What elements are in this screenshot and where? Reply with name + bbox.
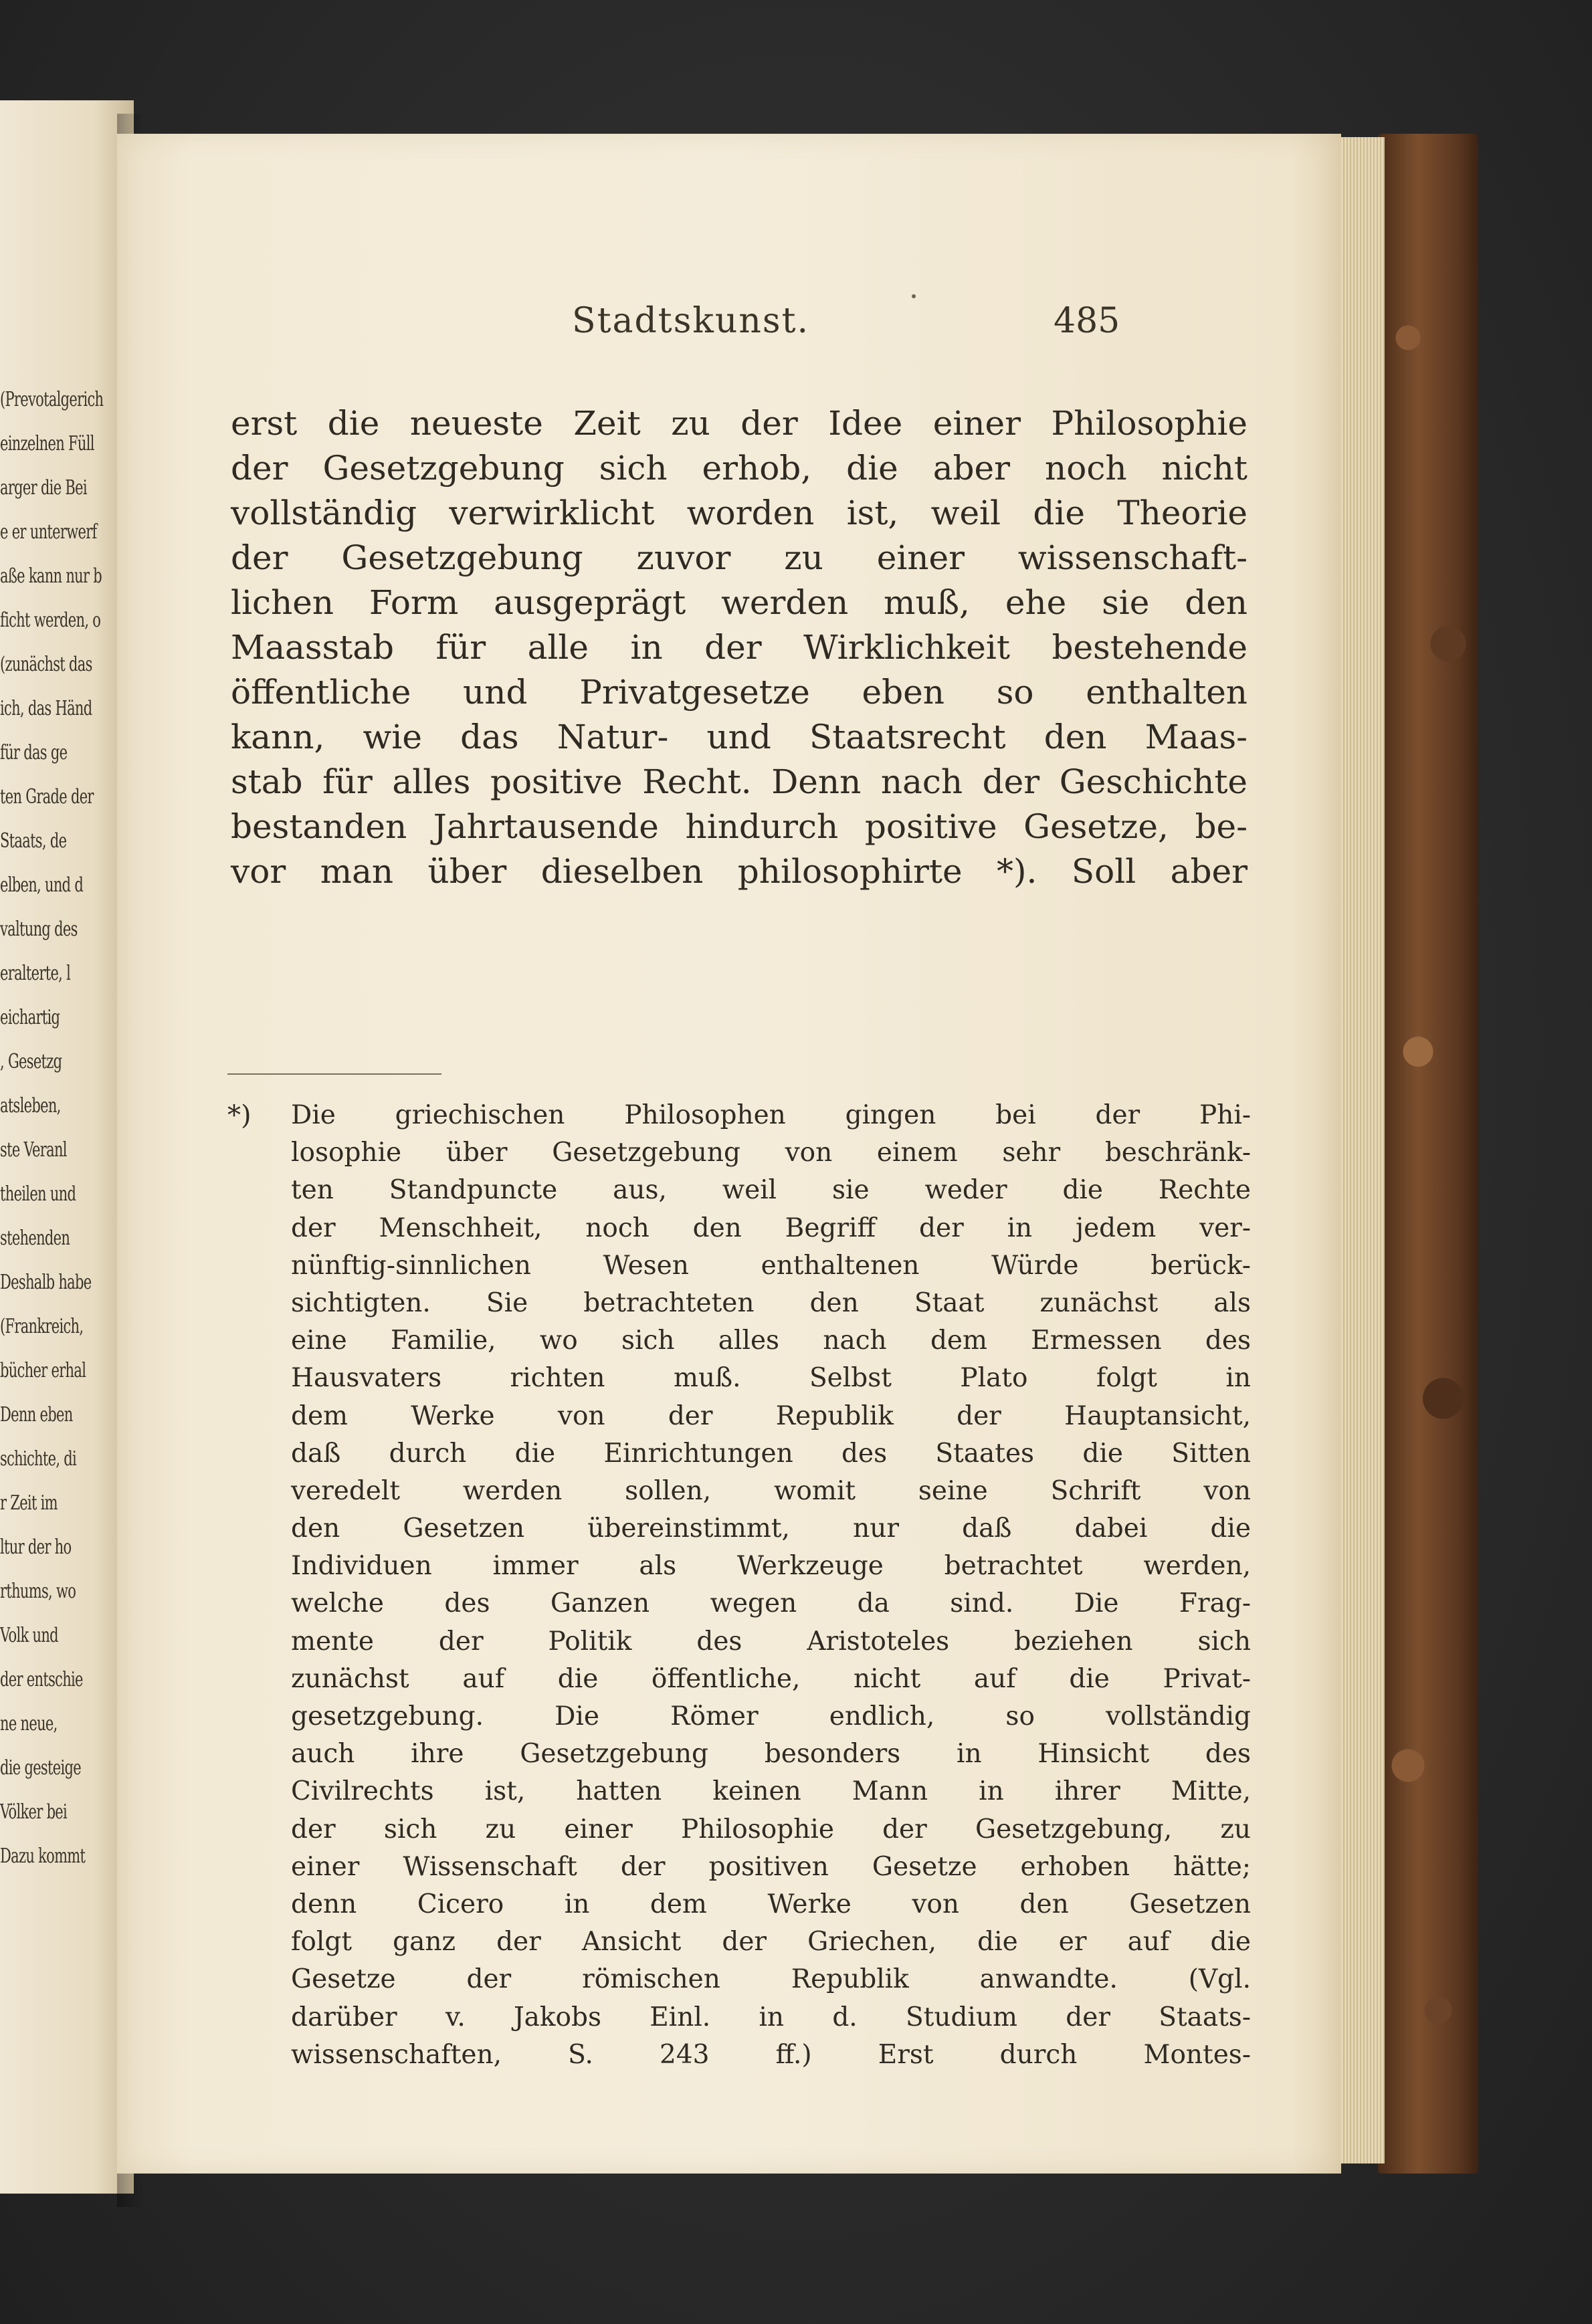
body-line: stab für alles positive Recht. Denn nach der Geschichte [231, 762, 1248, 801]
footnote-line: sichtigten. Sie betrachteten den Staat zunächst als [291, 1287, 1251, 1318]
footnote-line: welche des Ganzen wegen da sind. Die Frag- [291, 1588, 1251, 1619]
footnote-line: einer Wissenschaft der positiven Gesetze erhoben hätte; [291, 1851, 1251, 1882]
left-page-fragment: atsleben, [0, 1094, 61, 1118]
page-number: 485 [1054, 301, 1120, 341]
left-page-fragment: (Prevotalgerich [0, 388, 104, 411]
footnote-line: der Menschheit, noch den Begriff der in jedem ver- [291, 1212, 1251, 1243]
body-line: der Gesetzgebung zuvor zu einer wissenschaft- [231, 538, 1248, 577]
left-page-fragment: eichartig [0, 1006, 60, 1029]
left-page-fragment: ten Grade der [0, 785, 94, 809]
left-page-fragment: eralterte, l [0, 962, 71, 985]
body-line: vor man über dieselben philosophirte *). Soll aber [231, 852, 1248, 891]
footnote-line: mente der Politik des Aristoteles beziehen sich [291, 1626, 1251, 1657]
left-page-fragment: einzelnen Füll [0, 432, 94, 455]
footnote-line: auch ihre Gesetzgebung besonders in Hinsicht des [291, 1739, 1251, 1770]
left-page-fragment: Staats, de [0, 829, 67, 853]
footnote-line: dem Werke von der Republik der Hauptansicht, [291, 1400, 1251, 1431]
footnote-text [291, 1097, 1251, 2074]
left-page-fragment: ste Veranl [0, 1138, 67, 1162]
left-page-fragment: rthums, wo [0, 1580, 76, 1603]
footnote-line: eine Familie, wo sich alles nach dem Ermessen des [291, 1326, 1251, 1356]
left-page-fragment: r Zeit im [0, 1491, 58, 1515]
left-page-fragment: der entschie [0, 1668, 83, 1691]
footnote-line: ten Standpuncte aus, weil sie weder die Rechte [291, 1175, 1251, 1206]
body-line: vollständig verwirklicht worden ist, weil die Theorie [231, 494, 1248, 532]
footnote-line: der sich zu einer Philosophie der Gesetzgebung, zu [291, 1814, 1251, 1844]
left-page-fragment: Völker bei [0, 1800, 68, 1824]
running-head [117, 301, 1341, 348]
footnote-line: veredelt werden sollen, womit seine Schrift von [291, 1475, 1251, 1506]
ink-speck [912, 294, 916, 298]
body-line: Maasstab für alle in der Wirklichkeit bestehende [231, 628, 1248, 667]
footnote-line: folgt ganz der Ansicht der Griechen, die er auf die [291, 1927, 1251, 1958]
left-page-fragment: , Gesetzg [0, 1050, 62, 1073]
left-page-fragment: valtung des [0, 918, 78, 941]
footnote-line: nünftig-sinnlichen Wesen enthaltenen Würde berück- [291, 1250, 1251, 1281]
left-page-fragment: für das ge [0, 741, 68, 764]
footnote-line: denn Cicero in dem Werke von den Gesetzen [291, 1889, 1251, 1919]
left-page-fragment: Dazu kommt [0, 1844, 86, 1868]
footnote-marker: *) [227, 1100, 252, 1131]
right-page [117, 134, 1341, 2174]
marbled-cover-edge [1378, 134, 1478, 2174]
footnote-line: den Gesetzen übereinstimmt, nur daß dabei die [291, 1513, 1251, 1544]
running-title: Stadtskunst. [572, 301, 809, 341]
page-block-edge [1338, 137, 1385, 2163]
footnote-line: losophie über Gesetzgebung von einem sehr beschränk- [291, 1138, 1251, 1168]
footnote-line: zunächst auf die öffentliche, nicht auf die Privat- [291, 1663, 1251, 1694]
footnote-line: daß durch die Einrichtungen des Staates die Sitten [291, 1438, 1251, 1469]
body-line: kann, wie das Natur- und Staatsrecht den Maas- [231, 718, 1248, 756]
footnote-line: Civilrechts ist, hatten keinen Mann in ihrer Mitte, [291, 1776, 1251, 1807]
footnote-rule [227, 1073, 441, 1075]
left-page-fragment: ficht werden, o [0, 609, 101, 632]
left-page-fragment: e er unterwerf [0, 520, 97, 544]
body-line: bestanden Jahrtausende hindurch positive Gesetze, be- [231, 807, 1248, 846]
left-page-fragment: Denn eben [0, 1403, 73, 1427]
footnote-line: Die griechischen Philosophen gingen bei der Phi- [291, 1100, 1251, 1130]
left-page-fragment: (zunächst das [0, 653, 92, 676]
left-page-fragment: theilen und [0, 1182, 76, 1206]
left-page-fragment: schichte, di [0, 1447, 77, 1471]
left-page-fragment: ltur der ho [0, 1536, 72, 1559]
left-page-fragment: ich, das Händ [0, 697, 92, 720]
left-page-fragment: arger die Bei [0, 476, 87, 500]
left-page-fragment: aße kann nur b [0, 564, 102, 588]
body-line: lichen Form ausgeprägt werden muß, ehe sie den [231, 583, 1248, 622]
footnote-line: wissenschaften, S. 243 ff.) Erst durch Montes- [291, 2039, 1251, 2070]
left-page-fragment: Volk und [0, 1624, 58, 1647]
left-page-fragment: (Frankreich, [0, 1315, 84, 1338]
left-page-fragment: Deshalb habe [0, 1271, 92, 1294]
body-line: der Gesetzgebung sich erhob, die aber noch nicht [231, 449, 1248, 488]
left-page-fragment: die gesteige [0, 1756, 81, 1780]
left-facing-page [0, 100, 134, 2194]
left-page-fragment: stehenden [0, 1227, 70, 1250]
footnote-line: darüber v. Jakobs Einl. in d. Studium der Staats- [291, 2002, 1251, 2032]
left-page-fragment: ne neue, [0, 1712, 58, 1735]
left-page-fragment: elben, und d [0, 873, 84, 897]
footnote-line: Individuen immer als Werkzeuge betrachtet werden, [291, 1551, 1251, 1582]
footnote-line: gesetzgebung. Die Römer endlich, so vollständig [291, 1701, 1251, 1731]
body-line: öffentliche und Privatgesetze eben so enthalten [231, 673, 1248, 712]
left-page-fragment: bücher erhal [0, 1359, 86, 1382]
body-line: erst die neueste Zeit zu der Idee einer Philosophie [231, 404, 1248, 443]
footnote-line: Hausvaters richten muß. Selbst Plato folgt in [291, 1363, 1251, 1394]
main-text-block [231, 401, 1248, 894]
footnote-line: Gesetze der römischen Republik anwandte. (Vgl. [291, 1964, 1251, 1995]
